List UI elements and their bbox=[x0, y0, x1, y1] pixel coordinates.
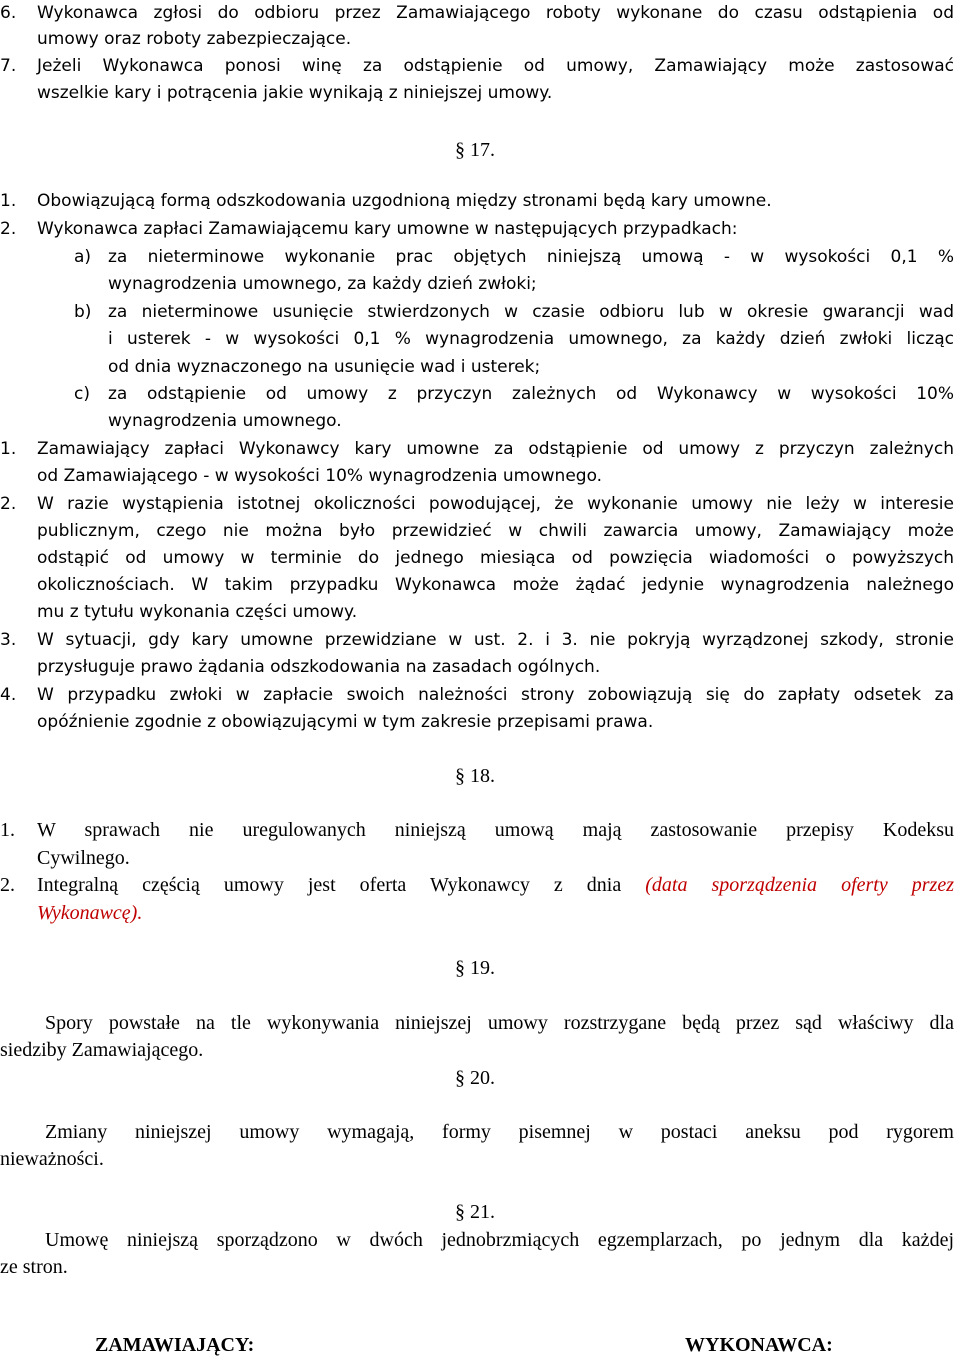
sub-item-label: c) bbox=[74, 384, 90, 404]
item-text: Obowiązującą formą odszkodowania uzgodnioną między stronami będą kary umowne. bbox=[37, 191, 772, 211]
item-text: odstąpić od umowy w terminie do jednego miesiąca od powzięcia wiadomości o powyższych bbox=[37, 548, 954, 568]
sub-item-text: wynagrodzenia umownego. bbox=[108, 411, 342, 431]
sub-item-label: a) bbox=[74, 247, 92, 267]
sub-item-text: za nieterminowe usunięcie stwierdzonych w czasie odbioru lub w okresie gwarancji wad bbox=[108, 302, 954, 322]
item-number: 3. bbox=[0, 630, 17, 650]
paragraph-text: Zmiany niniejszej umowy wymagają, formy pisemnej w postaci aneksu pod rygorem bbox=[45, 1121, 954, 1143]
signature-label-wykonawca: WYKONAWCA: bbox=[685, 1334, 833, 1356]
item-number: 2. bbox=[0, 219, 17, 239]
section-heading: § 17. bbox=[455, 139, 495, 161]
item-text: wszelkie kary i potrącenia jakie wynikają z niniejszej umowy. bbox=[37, 83, 553, 103]
sub-item-text: wynagrodzenia umownego, za każdy dzień zwłoki; bbox=[108, 274, 537, 294]
item-text: W sprawach nie uregulowanych niniejszą umową mają zastosowanie przepisy Kodeksu bbox=[37, 819, 954, 841]
item-text: okolicznościach. W takim przypadku Wykonawca może żądać jedynie wynagrodzenia należnego bbox=[37, 575, 954, 595]
sub-item-text: i usterek - w wysokości 0,1 % wynagrodzenia umownego, za każdy dzień zwłoki licząc bbox=[108, 329, 954, 349]
section-heading: § 21. bbox=[455, 1201, 495, 1223]
item-number: 2. bbox=[0, 874, 15, 896]
item-text: Jeżeli Wykonawca ponosi winę za odstąpienie od umowy, Zamawiający może zastosować bbox=[37, 56, 954, 76]
paragraph-text: ze stron. bbox=[0, 1256, 68, 1278]
item-text: Wykonawca zapłaci Zamawiającemu kary umowne w następujących przypadkach: bbox=[37, 219, 738, 239]
paragraph-text: nieważności. bbox=[0, 1148, 104, 1170]
item-text bbox=[37, 900, 954, 927]
item-text: W razie wystąpienia istotnej okoliczności powodującej, że wykonanie umowy nie leży w interesie bbox=[37, 494, 954, 514]
paragraph-text: siedziby Zamawiającego. bbox=[0, 1039, 204, 1061]
section-heading: § 18. bbox=[455, 765, 495, 787]
item-text: opóźnienie zgodnie z obowiązującymi w tym zakresie przepisami prawa. bbox=[37, 712, 654, 732]
item-text bbox=[37, 872, 954, 899]
item-text: Wykonawca zgłosi do odbioru przez Zamawiającego roboty wykonane do czasu odstąpienia od bbox=[37, 3, 954, 23]
item-text: W przypadku zwłoki w zapłacie swoich należności strony zobowiązują się do zapłaty odsetek za bbox=[37, 685, 954, 705]
item-text: Zamawiający zapłaci Wykonawcy kary umowne za odstąpienie od umowy z przyczyn zależnych bbox=[37, 439, 954, 459]
item-number: 6. bbox=[0, 3, 17, 23]
paragraph-text: Umowę niniejszą sporządzono w dwóch jednobrzmiących egzemplarzach, po jednym dla każdej bbox=[45, 1229, 954, 1251]
item-number: 4. bbox=[0, 685, 17, 705]
item-number: 7. bbox=[0, 56, 17, 76]
item-number: 1. bbox=[0, 819, 15, 841]
item-text: publicznym, czego nie można było przewidzieć w chwili zawarcia umowy, Zamawiający może bbox=[37, 521, 954, 541]
placeholder-text: (data sporządzenia oferty przez bbox=[645, 874, 954, 896]
item-number: 1. bbox=[0, 439, 17, 459]
section-heading: § 19. bbox=[455, 957, 495, 979]
item-text: Cywilnego. bbox=[37, 847, 130, 869]
item-number: 2. bbox=[0, 494, 17, 514]
item-text-plain: Integralną częścią umowy jest oferta Wykonawcy z dnia bbox=[37, 874, 646, 896]
sub-item-text: za nieterminowe wykonanie prac objętych niniejszą umową - w wysokości 0,1 % bbox=[108, 247, 954, 267]
item-text: W sytuacji, gdy kary umowne przewidziane w ust. 2. i 3. nie pokryją wyrządzonej szkody, stronie bbox=[37, 630, 954, 650]
item-text: przysługuje prawo żądania odszkodowania na zasadach ogólnych. bbox=[37, 657, 601, 677]
sub-item-text: za odstąpienie od umowy z przyczyn zależnych od Wykonawcy w wysokości 10% bbox=[108, 384, 954, 404]
signature-label-zamawiajacy: ZAMAWIAJĄCY: bbox=[95, 1334, 255, 1356]
item-text: mu z tytułu wykonania części umowy. bbox=[37, 602, 358, 622]
item-text: od Zamawiającego - w wysokości 10% wynagrodzenia umownego. bbox=[37, 466, 603, 486]
item-text: umowy oraz roboty zabezpieczające. bbox=[37, 29, 352, 49]
section-heading: § 20. bbox=[455, 1067, 495, 1089]
sub-item-label: b) bbox=[74, 302, 92, 322]
placeholder-text: Wykonawcę bbox=[37, 902, 131, 924]
paragraph-text: Spory powstałe na tle wykonywania niniejszej umowy rozstrzygane będą przez sąd właściwy dla bbox=[45, 1012, 954, 1034]
placeholder-text-end: ). bbox=[130, 902, 143, 924]
item-number: 1. bbox=[0, 191, 17, 211]
sub-item-text: od dnia wyznaczonego na usunięcie wad i usterek; bbox=[108, 357, 541, 377]
